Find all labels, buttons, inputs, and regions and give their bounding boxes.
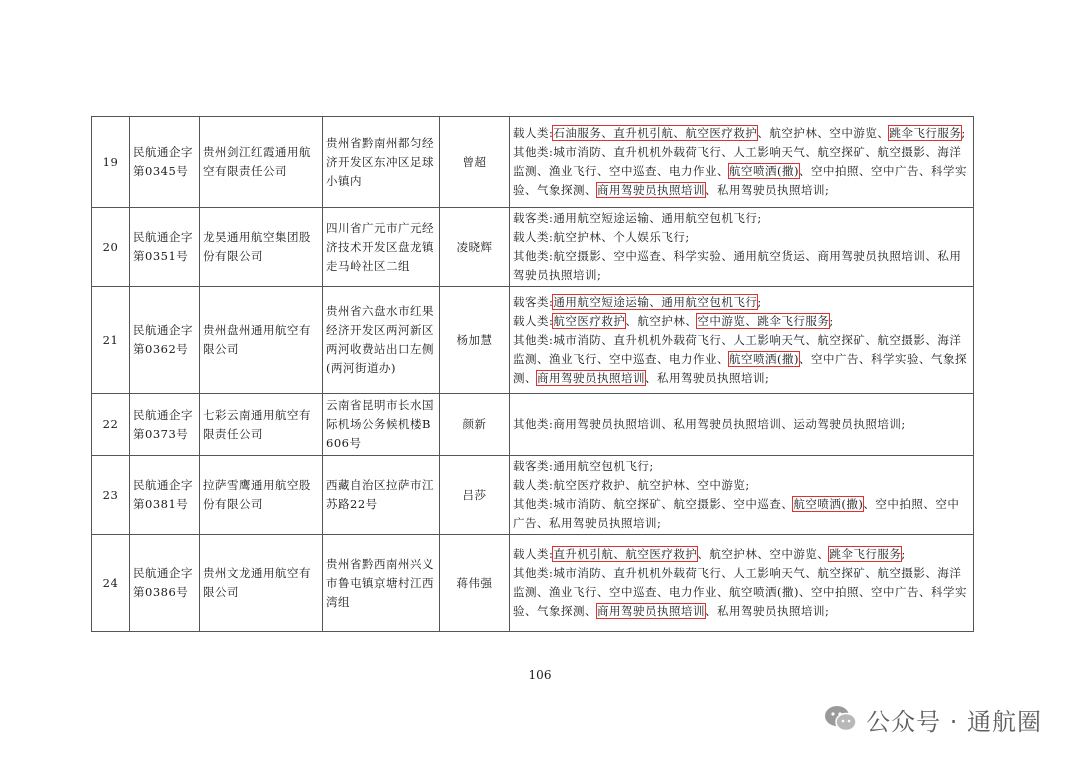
business-text: 其他类:城市消防、直升机机外载荷飞行、人工影响天气、航空探矿、航空摄影、海洋监测、渔业飞行、空中巡查、电力作业、 bbox=[513, 145, 962, 178]
company-address: 贵州省黔西南州兴义市鲁屯镇京塘村江西湾组 bbox=[323, 535, 440, 632]
license-number: 民航通企字第0345号 bbox=[130, 117, 200, 208]
legal-representative: 曾超 bbox=[440, 117, 510, 208]
row-number: 21 bbox=[92, 287, 130, 394]
business-line bbox=[513, 312, 970, 331]
business-scope bbox=[510, 456, 974, 535]
highlighted-text: 石油服务、直升机引航、航空医疗救护 bbox=[553, 126, 758, 140]
license-number: 民航通企字第0362号 bbox=[130, 287, 200, 394]
highlighted-text: 跳伞飞行服务 bbox=[829, 547, 902, 561]
table-row bbox=[92, 117, 974, 208]
business-scope bbox=[510, 208, 974, 287]
business-line bbox=[513, 331, 970, 388]
watermark bbox=[824, 699, 1042, 739]
business-text: 其他类:城市消防、航空探矿、航空摄影、空中巡查、 bbox=[513, 497, 794, 511]
business-scope bbox=[510, 287, 974, 394]
business-text: 载客类: bbox=[513, 294, 554, 309]
business-line bbox=[513, 228, 970, 247]
company-address: 西藏自治区拉萨市江苏路22号 bbox=[323, 456, 440, 535]
row-number: 24 bbox=[92, 535, 130, 632]
highlighted-text: 商用驾驶员执照培训 bbox=[537, 370, 645, 385]
business-text: 、空中拍照、空中广告、科学实验、气象探测、 bbox=[513, 164, 967, 197]
highlighted-text: 航空喷洒(撒) bbox=[729, 164, 799, 178]
page-number: 106 bbox=[528, 668, 552, 682]
highlighted-text: 空中游览、跳伞飞行服务 bbox=[697, 313, 830, 328]
enterprise-table bbox=[91, 116, 974, 632]
business-text: 载人类: bbox=[513, 126, 554, 140]
business-line bbox=[513, 124, 970, 143]
license-number: 民航通企字第0386号 bbox=[130, 535, 200, 632]
business-text: 载客类:通用航空包机飞行; bbox=[513, 459, 654, 473]
legal-representative: 颜新 bbox=[440, 394, 510, 456]
company-address: 云南省昆明市长水国际机场公务候机楼B606号 bbox=[323, 394, 440, 456]
business-text: ; bbox=[829, 313, 834, 328]
company-address: 贵州省黔南州都匀经济开发区东冲区足球小镇内 bbox=[323, 117, 440, 208]
highlighted-text: 航空喷洒(撒) bbox=[729, 351, 799, 366]
company-name: 贵州文龙通用航空有限公司 bbox=[200, 535, 323, 632]
watermark-text: 公众号 · 通航圈 bbox=[866, 707, 1042, 736]
table-row bbox=[92, 535, 974, 632]
business-text: ; bbox=[961, 126, 966, 140]
row-number: 23 bbox=[92, 456, 130, 535]
highlighted-text: 商用驾驶员执照培训 bbox=[597, 604, 705, 618]
business-text: 其他类:航空摄影、空中巡查、科学实验、通用航空货运、商用驾驶员执照培训、私用驾驶员执照培训; bbox=[513, 249, 962, 282]
business-line bbox=[513, 545, 970, 564]
highlighted-text: 直升机引航、航空医疗救护 bbox=[553, 547, 698, 561]
company-name: 贵州剑江红霞通用航空有限责任公司 bbox=[200, 117, 323, 208]
business-text: 、航空护林、 bbox=[625, 313, 698, 328]
business-text: 载人类: bbox=[513, 547, 554, 561]
license-number: 民航通企字第0373号 bbox=[130, 394, 200, 456]
legal-representative: 吕莎 bbox=[440, 456, 510, 535]
business-line bbox=[513, 209, 970, 228]
business-text: 其他类:商用驾驶员执照培训、私用驾驶员执照培训、运动驾驶员执照培训; bbox=[513, 417, 906, 431]
table-row bbox=[92, 208, 974, 287]
highlighted-text: 跳伞飞行服务 bbox=[889, 126, 962, 140]
business-text: 、私用驾驶员执照培训; bbox=[645, 370, 770, 385]
business-scope bbox=[510, 535, 974, 632]
business-text: 载客类:通用航空短途运输、通用航空包机飞行; bbox=[513, 211, 762, 225]
table-row bbox=[92, 287, 974, 394]
license-number: 民航通企字第0381号 bbox=[130, 456, 200, 535]
license-number: 民航通企字第0351号 bbox=[130, 208, 200, 287]
business-text: ; bbox=[901, 547, 906, 561]
legal-representative: 蒋伟强 bbox=[440, 535, 510, 632]
table-row bbox=[92, 394, 974, 456]
business-text: 、私用驾驶员执照培训; bbox=[705, 183, 830, 197]
business-text: 载人类: bbox=[513, 313, 554, 328]
business-text: ; bbox=[757, 294, 762, 309]
company-name: 龙昊通用航空集团股份有限公司 bbox=[200, 208, 323, 287]
row-number: 22 bbox=[92, 394, 130, 456]
highlighted-text: 航空喷洒(撒) bbox=[793, 497, 864, 511]
business-text: 、空中拍照、空中广告、私用驾驶员执照培训; bbox=[513, 497, 960, 530]
business-scope bbox=[510, 394, 974, 456]
highlighted-text: 航空医疗救护 bbox=[553, 313, 626, 328]
business-line bbox=[513, 476, 970, 495]
row-number: 19 bbox=[92, 117, 130, 208]
business-text: 其他类:城市消防、直升机机外载荷飞行、人工影响天气、航空探矿、航空摄影、海洋监测、渔业飞行、空中巡查、电力作业、航空喷洒(撒)、空中拍照、空中广告、科学实验、气象探测、 bbox=[513, 566, 967, 618]
company-address: 四川省广元市广元经济技术开发区盘龙镇走马岭社区二组 bbox=[323, 208, 440, 287]
company-name: 七彩云南通用航空有限责任公司 bbox=[200, 394, 323, 456]
business-scope bbox=[510, 117, 974, 208]
highlighted-text: 商用驾驶员执照培训 bbox=[597, 183, 705, 197]
business-line bbox=[513, 415, 970, 434]
business-text: 、空中广告、科学实验、气象探测、 bbox=[513, 351, 967, 385]
business-line bbox=[513, 457, 970, 476]
business-line bbox=[513, 143, 970, 200]
business-line bbox=[513, 564, 970, 621]
business-line bbox=[513, 495, 970, 533]
business-text: 载人类:航空医疗救护、航空护林、空中游览; bbox=[513, 478, 750, 492]
row-number: 20 bbox=[92, 208, 130, 287]
business-text: 、航空护林、空中游览、 bbox=[697, 547, 830, 561]
business-text: 其他类:城市消防、直升机机外载荷飞行、人工影响天气、航空探矿、航空摄影、海洋监测、渔业飞行、空中巡查、电力作业、 bbox=[513, 332, 962, 366]
company-name: 拉萨雪鹰通用航空股份有限公司 bbox=[200, 456, 323, 535]
company-address: 贵州省六盘水市红果经济开发区两河新区两河收费站出口左侧(两河街道办) bbox=[323, 287, 440, 394]
legal-representative: 凌晓辉 bbox=[440, 208, 510, 287]
business-text: 、私用驾驶员执照培训; bbox=[705, 604, 830, 618]
business-text: 、航空护林、空中游览、 bbox=[757, 126, 890, 140]
highlighted-text: 通用航空短途运输、通用航空包机飞行 bbox=[553, 294, 758, 309]
wechat-icon bbox=[824, 704, 858, 734]
company-name: 贵州盘州通用航空有限公司 bbox=[200, 287, 323, 394]
business-line bbox=[513, 247, 970, 285]
business-line bbox=[513, 293, 970, 312]
legal-representative: 杨加慧 bbox=[440, 287, 510, 394]
table-row bbox=[92, 456, 974, 535]
business-text: 载人类:航空护林、个人娱乐飞行; bbox=[513, 230, 690, 244]
